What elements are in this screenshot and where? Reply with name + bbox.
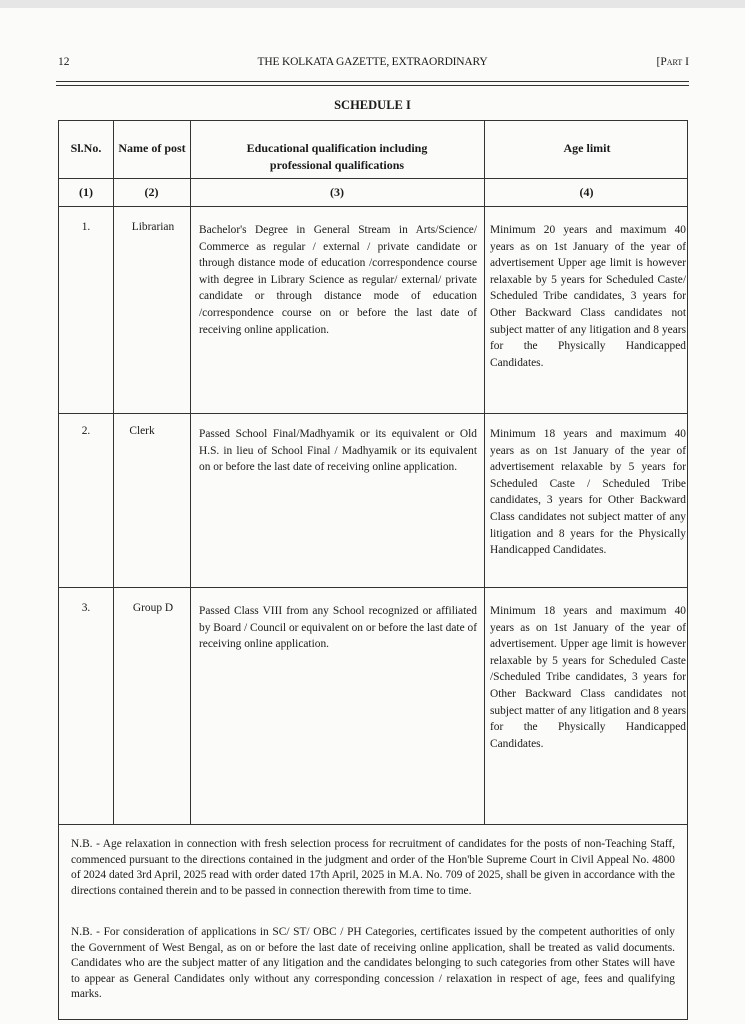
row-age-limit: Minimum 18 years and maximum 40 years as on 1st January of the year of advertisement. Upper age limit is however relaxable by 5 years for Scheduled Caste /Scheduled Tribe candidates, 3 years for Other Backward Class candidates not subject matter of any litigation and 8 years for the Physically Handicapped Candidates. [490,605,686,750]
row-divider [59,413,687,414]
row-sl-no: 2. [81,425,91,437]
row-post-name: Librarian [131,221,175,233]
row-divider [59,206,687,207]
note-age-relaxation: N.B. - Age relaxation in connection with fresh selection process for recruitment of candidates for the posts of non-Teaching Staff, commenced pursuant to the directions contained in the judgment and order of the Hon'ble Supreme Court in Civil Appeal No. 4800 of 2024 dated 3rd April, 2025 read with order dated 17th April, 2025 in M.A. No. 709 of 2025, shall be given in accordance with the directions contained therein and to be passed in connection therewith from time to time. [71,838,675,897]
row-divider [59,178,687,179]
header-qualification: Educational qualification including professional qualifications [246,141,428,172]
column-divider [190,121,191,824]
row-divider [59,587,687,588]
row-qualification: Passed School Final/Madhyamik or its equivalent or Old H.S. in lieu of School Final / Madhyamik or its equivalent on or before the last date of receiving online application. [199,428,477,474]
column-divider [484,121,485,824]
row-qualification: Bachelor's Degree in General Stream in Arts/Science/ Commerce as regular / external / private candidate or through distance mode of education /correspondence course with degree in Library Science as regular/ external/ private candidate or through distance mode of education /correspondence course on or before the last date of receiving online application. [199,224,477,336]
column-number: (3) [330,185,344,199]
row-post-name: Group D [132,602,174,614]
column-number: (4) [579,185,594,199]
schedule-title: SCHEDULE I [334,98,411,112]
row-sl-no: 1. [81,221,91,233]
column-number: (1) [79,185,93,199]
header-sl-no: Sl.No. [70,141,102,155]
row-age-limit: Minimum 18 years and maximum 40 years as on 1st January of the year of advertisement relaxable by 5 years for Scheduled Caste / Scheduled Tribe candidates, 3 years for Other Backward Class candidates not subject matter of any litigation and 8 years for the Physically Handicapped Candidates. [490,428,686,557]
header-rule-top [56,81,689,82]
column-divider [113,121,114,824]
notes-divider [59,824,687,825]
row-sl-no: 3. [81,602,91,614]
row-age-limit: Minimum 20 years and maximum 40 years as on 1st January of the year of advertisement Upper age limit is however relaxable by 5 years for Scheduled Caste/ Scheduled Tribe candidates, 3 years for Other Backward Class candidates not subject matter of any litigation and 8 years for the Physically Handicapped Candidates. [490,224,686,369]
row-post-name: Clerk [129,425,155,437]
header-rule-bottom [56,85,689,86]
column-number: (2) [144,185,159,199]
header-age-limit: Age limit [563,141,611,155]
page-number: 12 [58,56,70,68]
gazette-title: THE KOLKATA GAZETTE, EXTRAORDINARY [257,56,488,68]
header-name-of-post: Name of post [118,141,186,155]
note-certificates: N.B. - For consideration of applications in SC/ ST/ OBC / PH Categories, certificates issued by the competent authorities of only the Government of West Bengal, as on or before the last date of receiving online application, shall be treated as valid documents. Candidates who are the subject matter of any litigation and the candidates belonging to such categories from other States will have to appear as General Candidates only without any corresponding concession / relaxation in respect of age, fees and qualifying marks. [71,926,675,1001]
part-label: [Part I [656,56,689,68]
row-qualification: Passed Class VIII from any School recognized or affiliated by Board / Council or equivalent on or before the last date of receiving online application. [199,605,477,651]
gazette-page [0,8,745,1024]
page-header [56,56,689,72]
schedule-table [58,120,688,1020]
